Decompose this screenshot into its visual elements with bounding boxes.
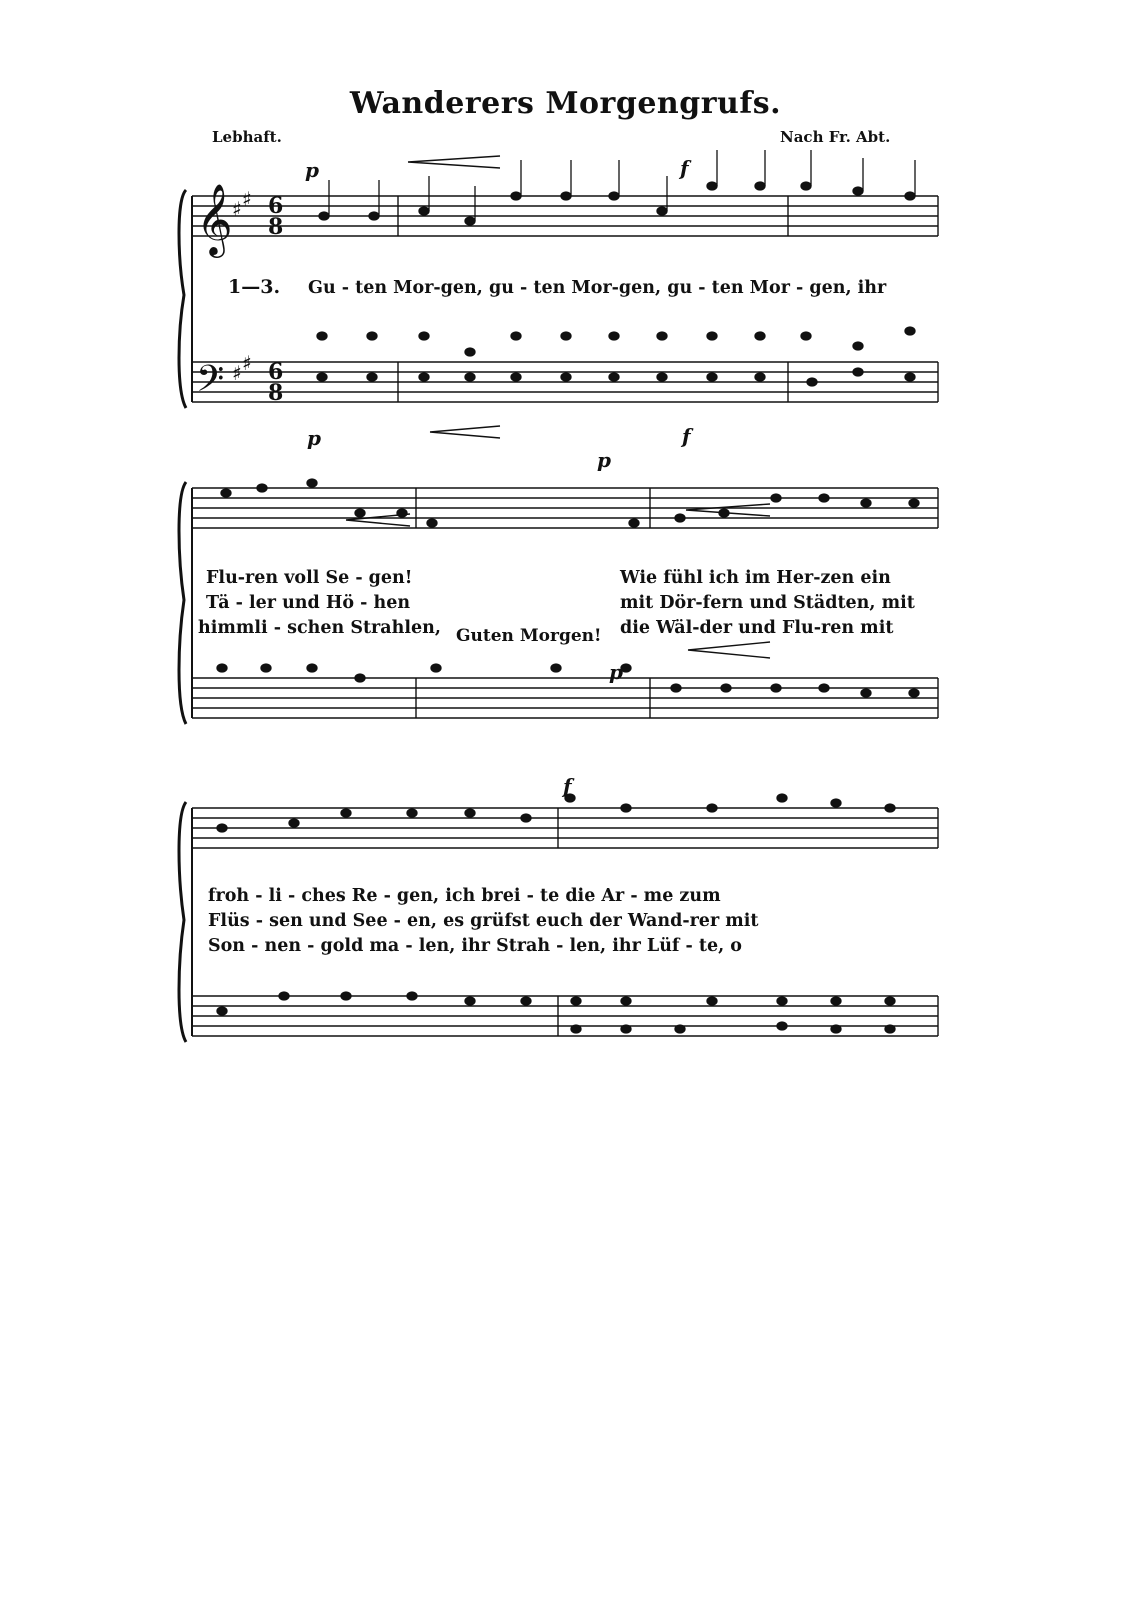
svg-text:8: 8 bbox=[268, 214, 284, 240]
dynamic-piano: p bbox=[597, 448, 611, 472]
svg-text:6: 6 bbox=[268, 193, 284, 219]
svg-text:6: 6 bbox=[268, 359, 284, 385]
lyric-line: mit Dör-fern und Städten, mit bbox=[620, 593, 915, 613]
lyric-line: Tä - ler und Hö - hen bbox=[206, 593, 411, 613]
dynamic-piano: p bbox=[305, 158, 319, 182]
svg-text:♯: ♯ bbox=[242, 351, 252, 375]
dynamic-forte: f bbox=[680, 156, 689, 180]
lyric-line: Gu - ten Mor-gen, gu - ten Mor-gen, gu - ten Mor - gen, ihr bbox=[308, 278, 887, 298]
staff-treble-3 bbox=[192, 808, 938, 848]
lyric-line: himmli - schen Strahlen, bbox=[198, 618, 441, 638]
lyric-line: Flüs - sen und See - en, es grüfst euch der Wand-rer mit bbox=[208, 911, 759, 931]
svg-text:♯: ♯ bbox=[232, 197, 242, 221]
dynamic-piano: p bbox=[609, 660, 623, 684]
cue-text: Guten Morgen! bbox=[456, 626, 602, 646]
composer-credit: Nach Fr. Abt. bbox=[780, 128, 891, 146]
lyric-line: Son - nen - gold ma - len, ihr Strah - len, ihr Lüf - te, o bbox=[208, 936, 742, 956]
lyric-line: die Wäl-der und Flu-ren mit bbox=[620, 618, 894, 638]
tempo-marking: Lebhaft. bbox=[212, 128, 282, 146]
svg-text:♯: ♯ bbox=[242, 187, 252, 211]
verse-number: 1—3. bbox=[228, 276, 281, 298]
lyric-line: Flu-ren voll Se - gen! bbox=[206, 568, 413, 588]
dynamic-forte: f bbox=[682, 424, 691, 448]
svg-text:8: 8 bbox=[268, 380, 284, 406]
lyric-line: froh - li - ches Re - gen, ich brei - te die Ar - me zum bbox=[208, 886, 721, 906]
dynamic-forte: f bbox=[563, 774, 572, 798]
staff-bass-1 bbox=[192, 362, 938, 402]
bass-clef-icon: 𝄢 bbox=[196, 358, 225, 409]
staff-treble-1 bbox=[192, 196, 938, 236]
svg-text:♯: ♯ bbox=[232, 361, 242, 385]
page-title: Wanderers Morgengrufs. bbox=[349, 86, 782, 121]
staff-bass-3 bbox=[192, 996, 938, 1036]
treble-clef-icon: 𝄞 bbox=[196, 182, 233, 255]
lyric-line: Wie fühl ich im Her-zen ein bbox=[620, 568, 891, 588]
dynamic-piano: p bbox=[307, 426, 321, 450]
